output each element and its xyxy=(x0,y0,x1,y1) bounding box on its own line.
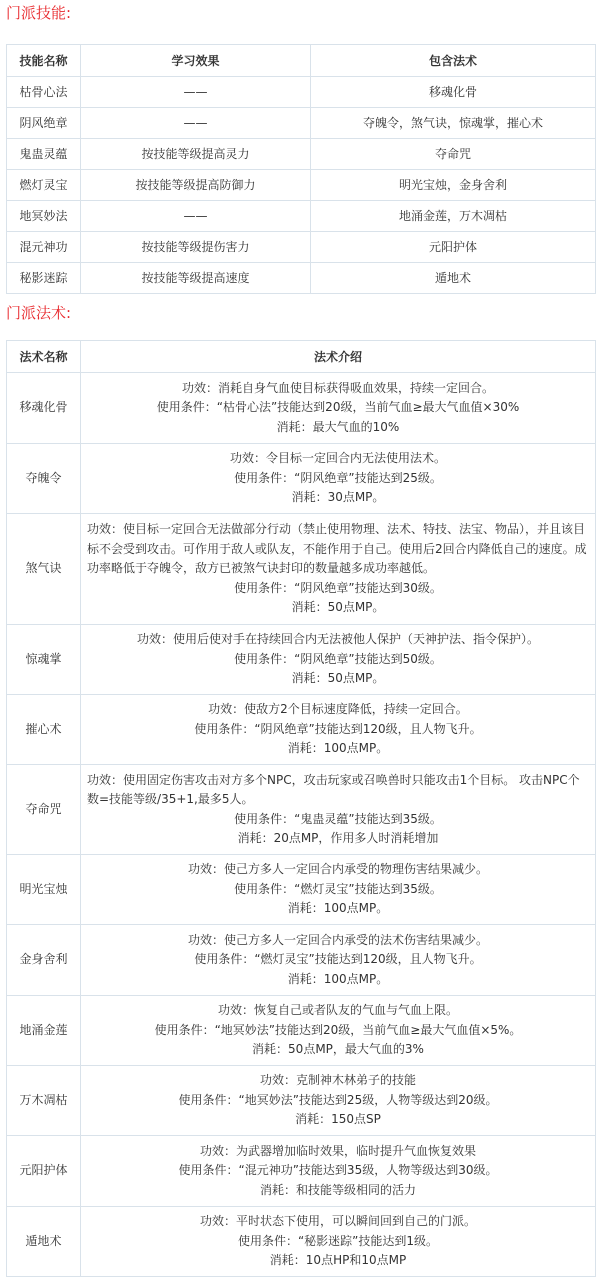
table-row xyxy=(7,1207,596,1277)
spell-name: 元阳护体 xyxy=(7,1136,81,1207)
spell-description-line: 功效：令目标一定回合内无法使用法术。 xyxy=(229,451,446,466)
spells-heading: 门派法术: xyxy=(6,304,72,322)
table-cell: 秘影迷踪 xyxy=(7,263,81,294)
spell-description-line: 使用条件：“阴风绝章”技能达到30级。 xyxy=(234,580,442,595)
table-cell: 地涌金莲，万木凋枯 xyxy=(311,201,596,232)
spell-description-line: 消耗：30点MP。 xyxy=(291,490,385,505)
table-row xyxy=(7,855,596,925)
table-cell: 按技能等级提高灵力 xyxy=(81,139,311,170)
spell-description-line: 功效：消耗自身气血使目标获得吸血效果，持续一定回合。 xyxy=(181,380,494,395)
spell-name: 明光宝烛 xyxy=(7,855,81,925)
table-cell: 阴风绝章 xyxy=(7,108,81,139)
table-cell: 燃灯灵宝 xyxy=(7,170,81,201)
spells-table xyxy=(6,340,596,1277)
spell-name: 惊魂掌 xyxy=(7,625,81,695)
spell-description-line: 消耗：100点MP。 xyxy=(287,971,389,986)
spell-description-line: 功效：克制神木林弟子的技能 xyxy=(259,1073,416,1088)
spell-description-line: 功效：平时状态下使用，可以瞬间回到自己的门派。 xyxy=(199,1214,476,1229)
spell-description xyxy=(81,444,596,514)
spell-name: 遁地术 xyxy=(7,1207,81,1277)
spell-description xyxy=(81,1207,596,1277)
spell-description-line: 消耗：50点MP，最大气血的3% xyxy=(252,1042,424,1057)
spell-name: 夺魄令 xyxy=(7,444,81,514)
spell-description xyxy=(81,1136,596,1207)
table-row xyxy=(7,514,596,625)
spell-description-line: 使用条件：“秘影迷踪”技能达到1级。 xyxy=(237,1233,439,1248)
skills-table xyxy=(6,44,596,294)
spell-description-line: 使用条件：“燃灯灵宝”技能达到35级。 xyxy=(234,881,442,896)
table-row xyxy=(7,373,596,444)
spell-description xyxy=(81,765,596,855)
table-cell: 夺魄令，煞气诀，惊魂掌，摧心术 xyxy=(311,108,596,139)
spell-description xyxy=(81,514,596,625)
spell-description-line: 使用条件：“鬼蛊灵蕴”技能达到35级。 xyxy=(234,811,442,826)
skills-heading: 门派技能: xyxy=(6,4,72,22)
spell-description xyxy=(81,925,596,996)
spell-description-line: 使用条件：“阴风绝章”技能达到120级，且人物飞升。 xyxy=(194,721,482,736)
table-row xyxy=(7,996,596,1066)
spell-description-line: 消耗：20点MP，作用多人时消耗增加 xyxy=(237,831,439,845)
spell-description xyxy=(81,625,596,695)
spell-description-line: 消耗：和技能等级相同的活力 xyxy=(259,1182,416,1197)
spell-name: 金身舍利 xyxy=(7,925,81,996)
spell-description xyxy=(81,996,596,1066)
table-cell: 移魂化骨 xyxy=(311,77,596,108)
spell-description-line: 功效：恢复自己或者队友的气血与气血上限。 xyxy=(217,1003,458,1018)
table-cell: —— xyxy=(81,108,311,139)
spell-description-line: 消耗：100点MP。 xyxy=(287,901,389,916)
column-header: 学习效果 xyxy=(81,45,311,77)
table-cell: 按技能等级提伤害力 xyxy=(81,232,311,263)
table-row xyxy=(7,170,596,201)
table-row xyxy=(7,232,596,263)
spell-description-line: 使用条件：“阴风绝章”技能达到25级。 xyxy=(234,470,442,485)
spell-description xyxy=(81,373,596,444)
table-row xyxy=(7,925,596,996)
table-cell: 按技能等级提高速度 xyxy=(81,263,311,294)
spell-description xyxy=(81,855,596,925)
table-cell: 鬼蛊灵蕴 xyxy=(7,139,81,170)
table-cell: 地冥妙法 xyxy=(7,201,81,232)
spell-description-line: 使用条件：“阴风绝章”技能达到50级。 xyxy=(234,651,442,666)
table-cell: 元阳护体 xyxy=(311,232,596,263)
table-row xyxy=(7,77,596,108)
spell-description-line: 消耗：10点HP和10点MP xyxy=(269,1253,407,1268)
spell-name: 万木凋枯 xyxy=(7,1066,81,1136)
table-cell: 按技能等级提高防御力 xyxy=(81,170,311,201)
spell-name: 移魂化骨 xyxy=(7,373,81,444)
table-row xyxy=(7,695,596,765)
column-header: 法术名称 xyxy=(7,341,81,373)
spell-description-line: 功效：使己方多人一定回合内承受的法术伤害结果减少。 xyxy=(187,932,488,947)
table-cell: 明光宝烛，金身舍利 xyxy=(311,170,596,201)
spell-description-line: 功效：使己方多人一定回合内承受的物理伤害结果减少。 xyxy=(187,862,488,877)
spell-description-line: 消耗：50点MP。 xyxy=(291,671,385,686)
table-row xyxy=(7,201,596,232)
spell-description-line: 消耗：50点MP。 xyxy=(291,600,385,615)
spell-description-line: 使用条件：“燃灯灵宝”技能达到120级，且人物飞升。 xyxy=(194,952,482,967)
spell-description xyxy=(81,1066,596,1136)
spell-description-line: 消耗：100点MP。 xyxy=(287,741,389,756)
spell-description-line: 使用条件：“混元神功”技能达到35级，人物等级达到30级。 xyxy=(178,1163,498,1178)
spell-description-line: 功效：使目标一定回合无法做部分行动（禁止使用物理、法术、特技、法宝、物品），并且该目标不会受到攻击。可作用于敌人或队友，不能作用于自己。使用后2回合内降低自己的速度。成功率略低于夺魄令，敌方已被煞气诀封印的数量越多成功率越低。 xyxy=(87,522,587,576)
spell-description-line: 消耗：150点SP xyxy=(295,1112,381,1127)
table-row xyxy=(7,1066,596,1136)
column-header: 法术介绍 xyxy=(81,341,596,373)
spell-name: 摧心术 xyxy=(7,695,81,765)
spell-description-line: 消耗：最大气血的10% xyxy=(276,419,400,434)
spell-description-line: 使用条件：“枯骨心法”技能达到20级，当前气血≥最大气血值×30% xyxy=(156,400,520,415)
spell-name: 夺命咒 xyxy=(7,765,81,855)
table-row xyxy=(7,1136,596,1207)
table-row xyxy=(7,444,596,514)
table-row xyxy=(7,765,596,855)
table-cell: 混元神功 xyxy=(7,232,81,263)
spells-table-header xyxy=(7,341,596,373)
table-row xyxy=(7,625,596,695)
spell-description-line: 功效：使用固定伤害攻击对方多个NPC，攻击玩家或召唤兽时只能攻击1个目标。 攻击NPC个数=技能等级/35+1,最多5人。 xyxy=(87,772,580,806)
column-header: 包含法术 xyxy=(311,45,596,77)
spell-description-line: 功效：为武器增加临时效果，临时提升气血恢复效果 xyxy=(199,1143,476,1158)
table-cell: —— xyxy=(81,201,311,232)
column-header: 技能名称 xyxy=(7,45,81,77)
table-cell: —— xyxy=(81,77,311,108)
spell-name: 地涌金莲 xyxy=(7,996,81,1066)
spell-description-line: 功效：使用后使对手在持续回合内无法被他人保护（天神护法、指令保护）。 xyxy=(136,632,539,647)
spell-description-line: 功效：使敌方2个目标速度降低，持续一定回合。 xyxy=(208,702,468,717)
table-row xyxy=(7,139,596,170)
table-cell: 遁地术 xyxy=(311,263,596,294)
spell-description-line: 使用条件：“地冥妙法”技能达到25级，人物等级达到20级。 xyxy=(178,1092,498,1107)
table-cell: 夺命咒 xyxy=(311,139,596,170)
skills-table-header xyxy=(7,45,596,77)
table-row xyxy=(7,263,596,294)
spell-name: 煞气诀 xyxy=(7,514,81,625)
table-row xyxy=(7,108,596,139)
spell-description xyxy=(81,695,596,765)
spell-description-line: 使用条件：“地冥妙法”技能达到20级，当前气血≥最大气血值×5%。 xyxy=(154,1022,522,1037)
table-cell: 枯骨心法 xyxy=(7,77,81,108)
